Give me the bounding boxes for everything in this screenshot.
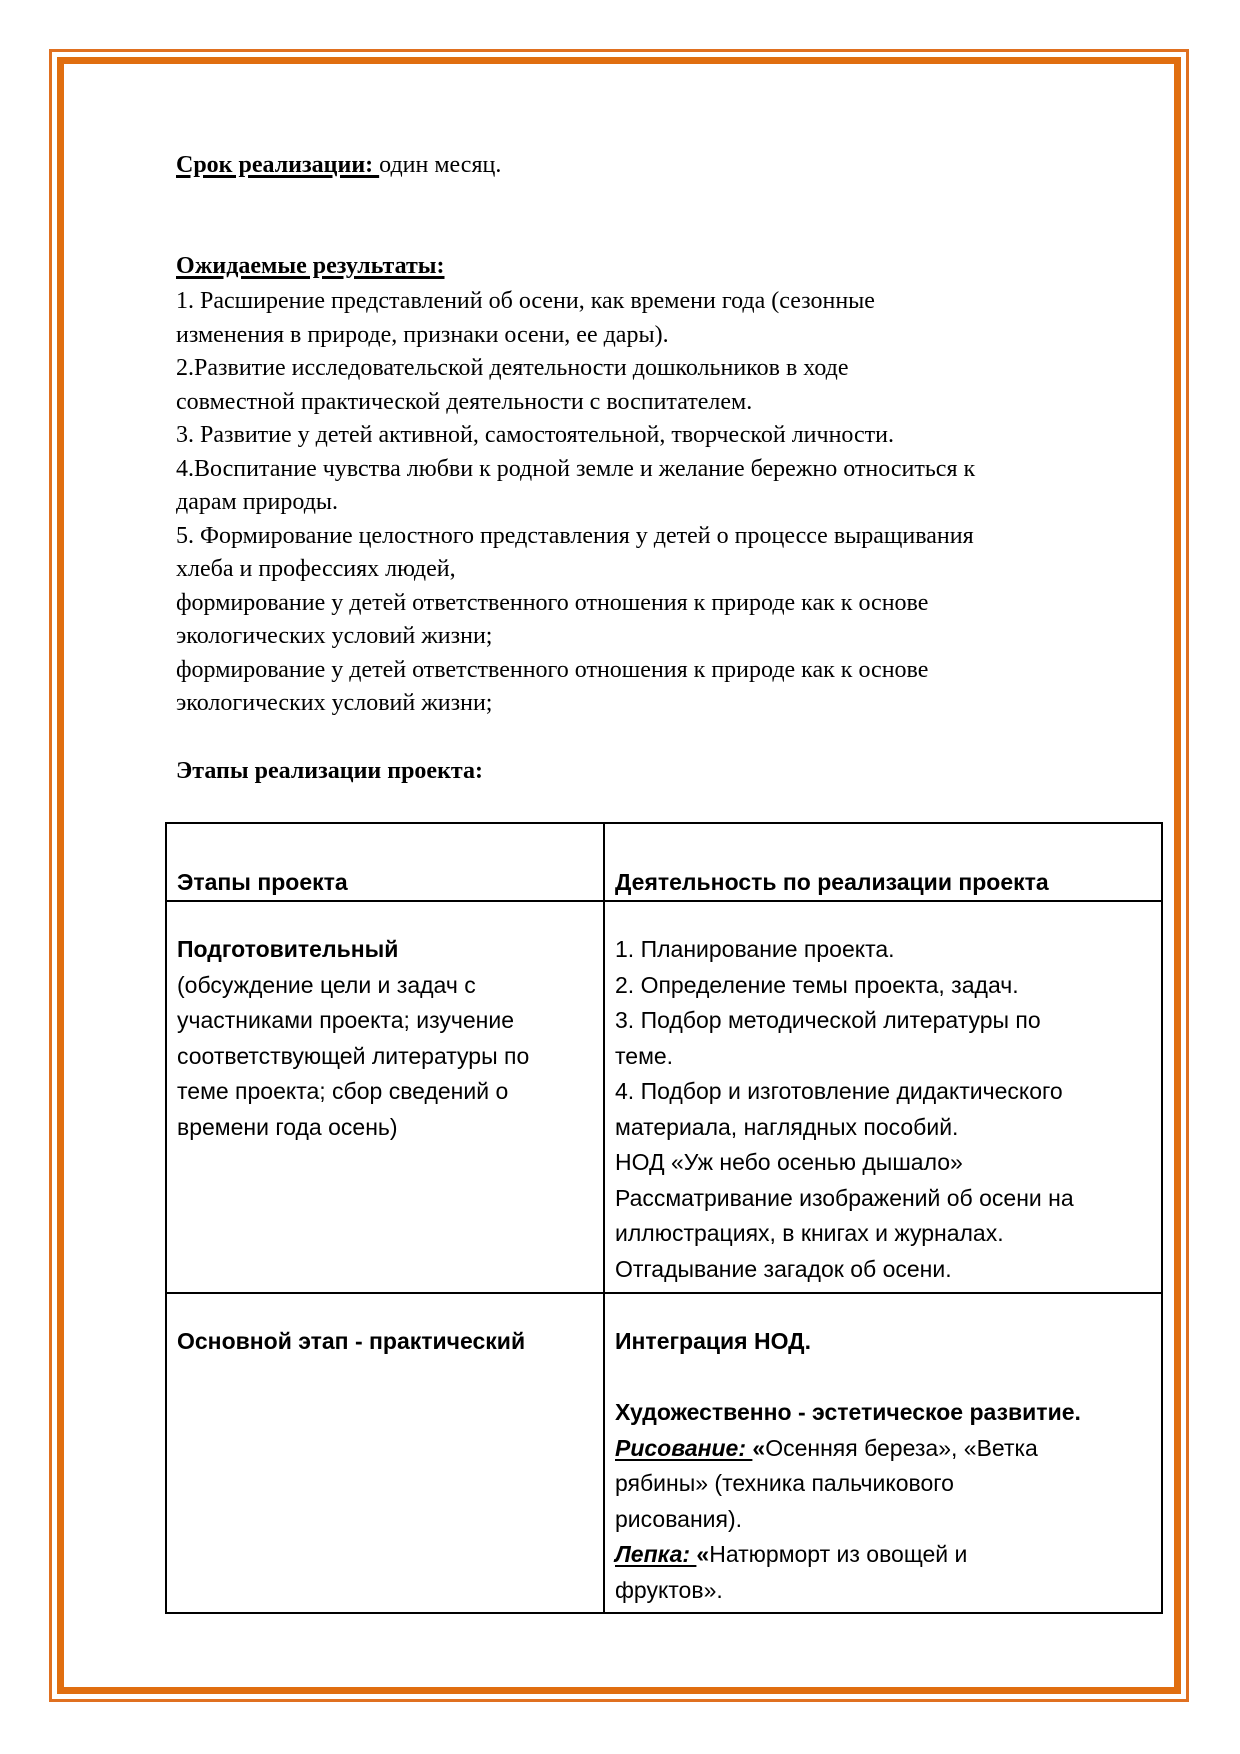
modeling-label: Лепка: — [615, 1541, 697, 1567]
stage-title: Основной этап - практический — [177, 1328, 526, 1354]
result-line: 2.Развитие исследовательской деятельности дошкольников в ходе — [176, 355, 849, 381]
expected-results-list — [176, 285, 975, 721]
activity-line: теме. — [615, 1042, 674, 1069]
stage-line: теме проекта; сбор сведений о — [177, 1078, 509, 1104]
activity-cell — [604, 901, 1162, 1293]
drawing-line: рябины» (техника пальчикового — [615, 1470, 954, 1496]
stage-line: (обсуждение цели и задач с — [177, 971, 476, 998]
result-line: формирование у детей ответственного отношения к природе как к основе — [176, 589, 929, 616]
result-line: изменения в природе, признаки осени, ее дары). — [176, 321, 669, 348]
stage-line: времени года осень) — [177, 1113, 398, 1140]
activity-line: Рассматривание изображений об осени на — [615, 1184, 1074, 1211]
result-line: 5. Формирование целостного представления у детей о процессе выращивания — [176, 522, 974, 549]
activity-cell — [604, 1293, 1162, 1613]
table-header-row — [166, 823, 1162, 901]
drawing-text: Осенняя береза», «Ветка — [765, 1434, 1038, 1461]
stages-heading: Этапы реализации проекта: — [176, 758, 483, 784]
table-row — [166, 1293, 1162, 1613]
result-line: 1. Расширение представлений об осени, как времени года (сезонные — [176, 288, 875, 314]
expected-results-heading: Ожидаемые результаты: — [176, 253, 445, 279]
integration-label: Интеграция НОД. — [615, 1328, 811, 1354]
result-line: экологических условий жизни; — [176, 623, 493, 649]
activity-line: Отгадывание загадок об осени. — [615, 1255, 952, 1282]
stages-table — [165, 822, 1163, 1614]
stage-line: соответствующей литературы по — [177, 1042, 530, 1069]
table-row — [166, 901, 1162, 1293]
drawing-line — [615, 1431, 1151, 1467]
header-stage: Этапы проекта — [166, 823, 604, 901]
activity-line: 2. Определение темы проекта, задач. — [615, 971, 1019, 998]
activity-line: иллюстрациях, в книгах и журналах. — [615, 1220, 1004, 1246]
drawing-label: Рисование: — [615, 1434, 753, 1461]
result-line: хлеба и профессиях людей, — [176, 556, 456, 582]
result-line: совместной практической деятельности с воспитателем. — [176, 388, 753, 415]
section-title: Художественно - эстетическое развитие. — [615, 1399, 1081, 1425]
result-line: экологических условий жизни; — [176, 690, 493, 716]
quote-open: « — [752, 1434, 766, 1461]
activity-line: материала, наглядных пособий. — [615, 1113, 959, 1140]
result-line: 3. Развитие у детей активной, самостоятельной, творческой личности. — [176, 422, 895, 448]
activity-line: 1. Планирование проекта. — [615, 936, 895, 962]
activity-line: НОД «Уж небо осенью дышало» — [615, 1149, 963, 1175]
quote-open: « — [696, 1541, 710, 1567]
modeling-line — [615, 1537, 1151, 1573]
term-value: один месяц. — [379, 152, 502, 178]
result-line: дарам природы. — [176, 489, 339, 515]
term-paragraph — [176, 152, 501, 179]
stage-line: участниками проекта; изучение — [177, 1007, 515, 1033]
term-label: Срок реализации: — [176, 152, 380, 178]
result-line: формирование у детей ответственного отношения к природе как к основе — [176, 656, 929, 683]
drawing-line: рисования). — [615, 1505, 742, 1532]
activity-line: 3. Подбор методической литературы по — [615, 1007, 1041, 1033]
stage-title: Подготовительный — [177, 936, 399, 962]
result-line: 4.Воспитание чувства любви к родной земле и желание бережно относиться к — [176, 455, 976, 482]
activity-line: 4. Подбор и изготовление дидактического — [615, 1078, 1063, 1104]
spacer — [615, 1360, 1151, 1396]
modeling-text: Натюрморт из овощей и — [709, 1541, 968, 1567]
modeling-line: фруктов». — [615, 1576, 723, 1603]
stage-cell — [166, 901, 604, 1293]
stage-cell — [166, 1293, 604, 1613]
header-activity: Деятельность по реализации проекта — [604, 823, 1162, 901]
